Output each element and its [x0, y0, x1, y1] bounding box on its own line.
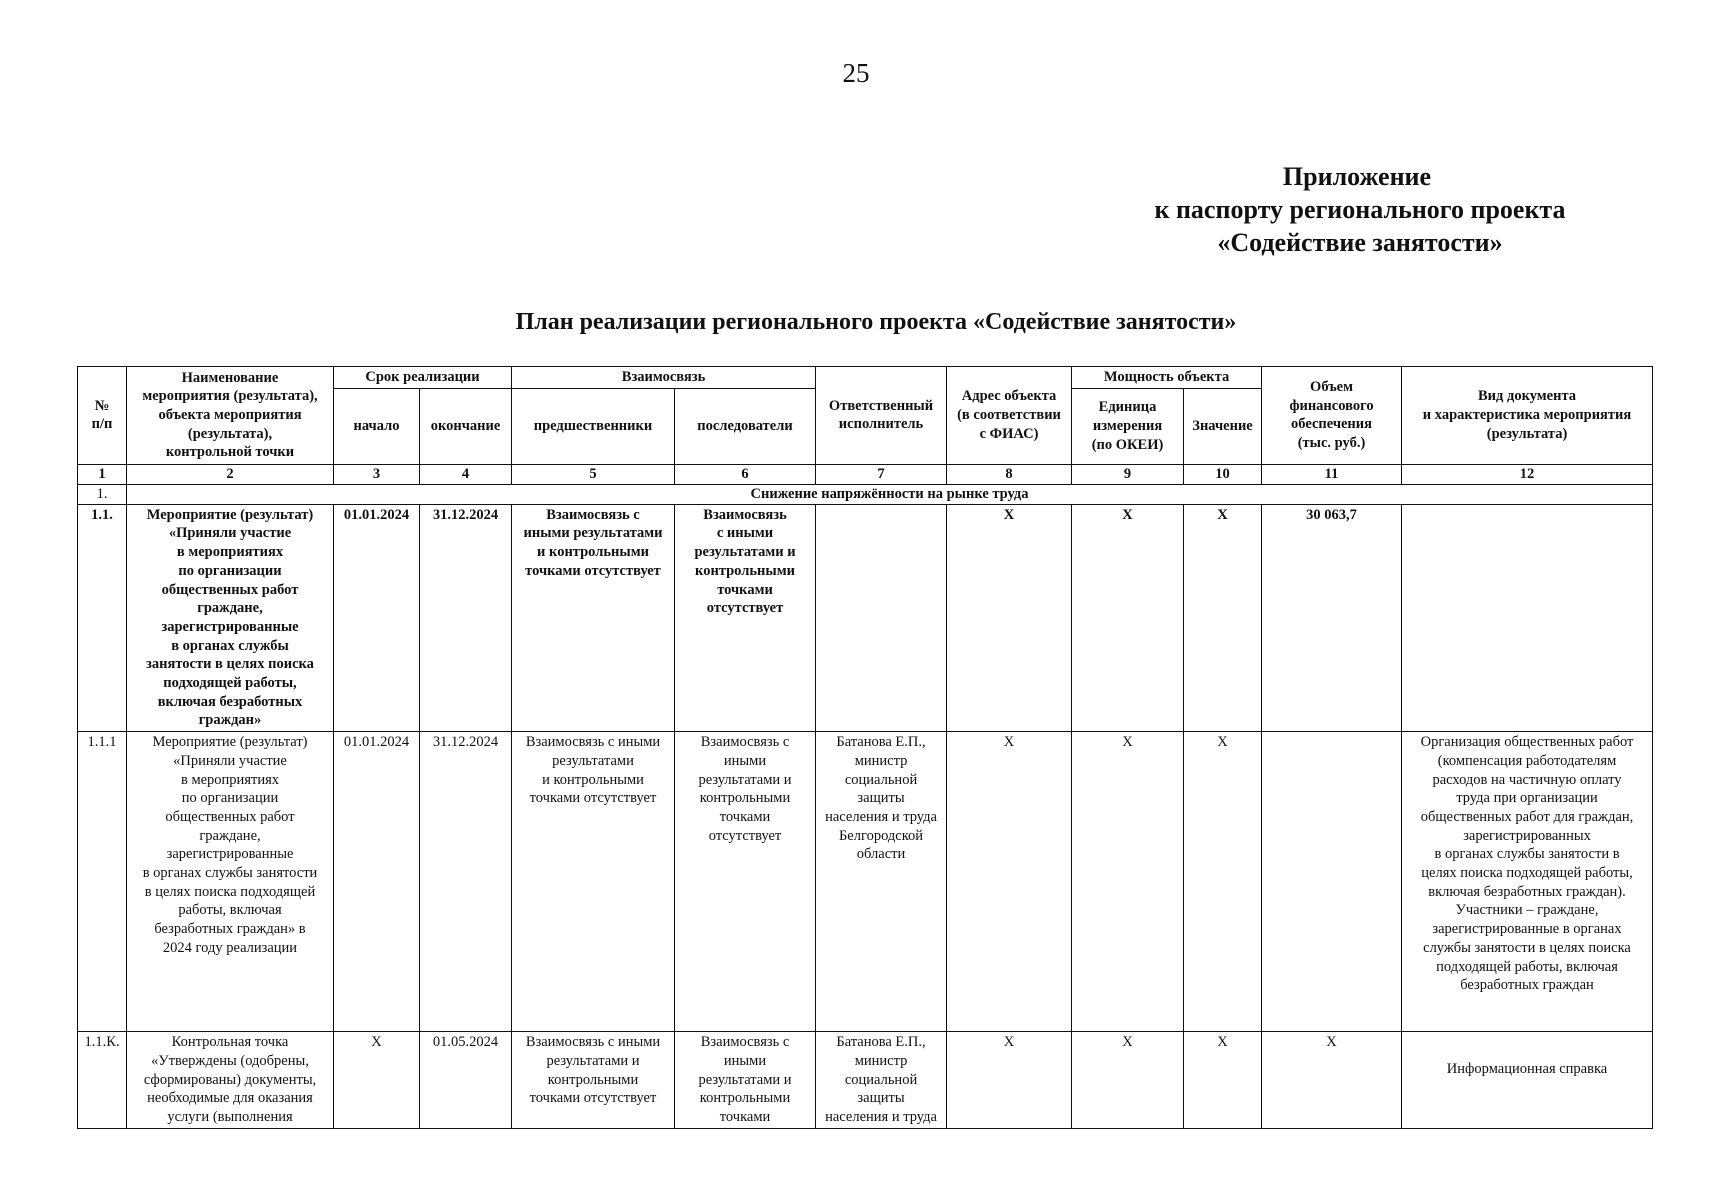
appendix-line-1: Приложение — [1282, 162, 1432, 191]
column-number: 9 — [1072, 464, 1184, 484]
section-row — [78, 484, 1653, 504]
row-end: 31.12.2024 — [420, 732, 512, 1032]
row-address: Х — [947, 1032, 1072, 1129]
row-value: Х — [1184, 732, 1262, 1032]
section-title: Снижение напряжённости на рынке труда — [127, 484, 1653, 504]
header-predecessors: предшественники — [512, 388, 675, 464]
header-value: Значение — [1184, 388, 1262, 464]
row-end: 01.05.2024 — [420, 1032, 512, 1129]
row-name: Мероприятие (результат) «Приняли участие в мероприятиях по организации общественных работ граждане, зарегистрированные в органах службы занятости в целях поиска подходящей работы, включая безработных граждан» в 2024 году реализации — [127, 732, 334, 1032]
header-num: № п/п — [78, 367, 127, 465]
row-responsible: Батанова Е.П., министр социальной защиты населения и труда — [816, 1032, 947, 1129]
row-doc: Информационная справка — [1402, 1032, 1653, 1129]
row-start: 01.01.2024 — [334, 504, 420, 731]
table-row — [78, 1032, 1653, 1129]
row-address: Х — [947, 504, 1072, 731]
header-address: Адрес объекта (в соответствии с ФИАС) — [947, 367, 1072, 465]
row-name: Контрольная точка «Утверждены (одобрены, сформированы) документы, необходимые для оказания услуги (выполнения — [127, 1032, 334, 1129]
column-numbers-row — [78, 464, 1653, 484]
header-name: Наименование мероприятия (результата), объекта мероприятия (результата), контрольной точки — [127, 367, 334, 465]
header-capacity: Мощность объекта — [1072, 367, 1262, 389]
page-number: 25 — [842, 58, 870, 88]
row-doc — [1402, 504, 1653, 731]
column-number: 1 — [78, 464, 127, 484]
table-row — [78, 504, 1653, 731]
appendix-heading — [1100, 160, 1620, 259]
column-number: 3 — [334, 464, 420, 484]
row-finance — [1262, 732, 1402, 1032]
plan-title: План реализации регионального проекта «Содействие занятости» — [515, 309, 1237, 335]
column-number: 11 — [1262, 464, 1402, 484]
row-finance: 30 063,7 — [1262, 504, 1402, 731]
row-successors: Взаимосвязь с иными результатами и контрольными точками отсутствует — [675, 504, 816, 731]
column-number: 12 — [1402, 464, 1653, 484]
row-address: Х — [947, 732, 1072, 1032]
column-number: 7 — [816, 464, 947, 484]
row-num: 1.1.К. — [78, 1032, 127, 1129]
column-number: 10 — [1184, 464, 1262, 484]
row-start: 01.01.2024 — [334, 732, 420, 1032]
row-responsible — [816, 504, 947, 731]
table-row — [78, 732, 1653, 1032]
row-unit: Х — [1072, 1032, 1184, 1129]
row-predecessors: Взаимосвязь с иными результатами и контрольными точками отсутствует — [512, 732, 675, 1032]
header-successors: последователи — [675, 388, 816, 464]
row-end: 31.12.2024 — [420, 504, 512, 731]
row-finance: Х — [1262, 1032, 1402, 1129]
row-num: 1.1.1 — [78, 732, 127, 1032]
header-relation: Взаимосвязь — [512, 367, 816, 389]
header-finance: Объем финансового обеспечения (тыс. руб.) — [1262, 367, 1402, 465]
row-name: Мероприятие (результат) «Приняли участие в мероприятиях по организации общественных работ граждане, зарегистрированные в органах службы занятости в целях поиска подходящей работы, включая безработных граждан» — [127, 504, 334, 731]
section-num: 1. — [78, 484, 127, 504]
column-number: 5 — [512, 464, 675, 484]
header-unit: Единица измерения (по ОКЕИ) — [1072, 388, 1184, 464]
header-responsible: Ответственный исполнитель — [816, 367, 947, 465]
row-unit: Х — [1072, 504, 1184, 731]
row-responsible: Батанова Е.П., министр социальной защиты населения и труда Белгородской области — [816, 732, 947, 1032]
column-number: 6 — [675, 464, 816, 484]
row-unit: Х — [1072, 732, 1184, 1032]
row-successors: Взаимосвязь с иными результатами и контрольными точками отсутствует — [675, 732, 816, 1032]
row-successors: Взаимосвязь с иными результатами и контрольными точками — [675, 1032, 816, 1129]
row-predecessors: Взаимосвязь с иными результатами и контрольными точками отсутствует — [512, 504, 675, 731]
row-doc: Организация общественных работ (компенсация работодателям расходов на частичную оплату труда при организации общественных работ для граждан, зарегистрированных в органах службы занятости в целях поиска подходящей работы, включая безработных граждан). Участники – граждане, зарегистрированные в органах службы занятости в целях поиска подходящей работы, включая безработных граждан — [1402, 732, 1653, 1032]
plan-table — [77, 366, 1653, 1129]
row-num: 1.1. — [78, 504, 127, 731]
header-term-start: начало — [334, 388, 420, 464]
header-term-end: окончание — [420, 388, 512, 464]
header-term: Срок реализации — [334, 367, 512, 389]
row-value: Х — [1184, 504, 1262, 731]
column-number: 4 — [420, 464, 512, 484]
row-start: Х — [334, 1032, 420, 1129]
appendix-line-3: «Содействие занятости» — [1217, 228, 1503, 257]
column-number: 2 — [127, 464, 334, 484]
header-doc-type: Вид документа и характеристика мероприятия (результата) — [1402, 367, 1653, 465]
row-value: Х — [1184, 1032, 1262, 1129]
row-predecessors: Взаимосвязь с иными результатами и контрольными точками отсутствует — [512, 1032, 675, 1129]
appendix-line-2: к паспорту регионального проекта — [1154, 195, 1566, 224]
column-number: 8 — [947, 464, 1072, 484]
